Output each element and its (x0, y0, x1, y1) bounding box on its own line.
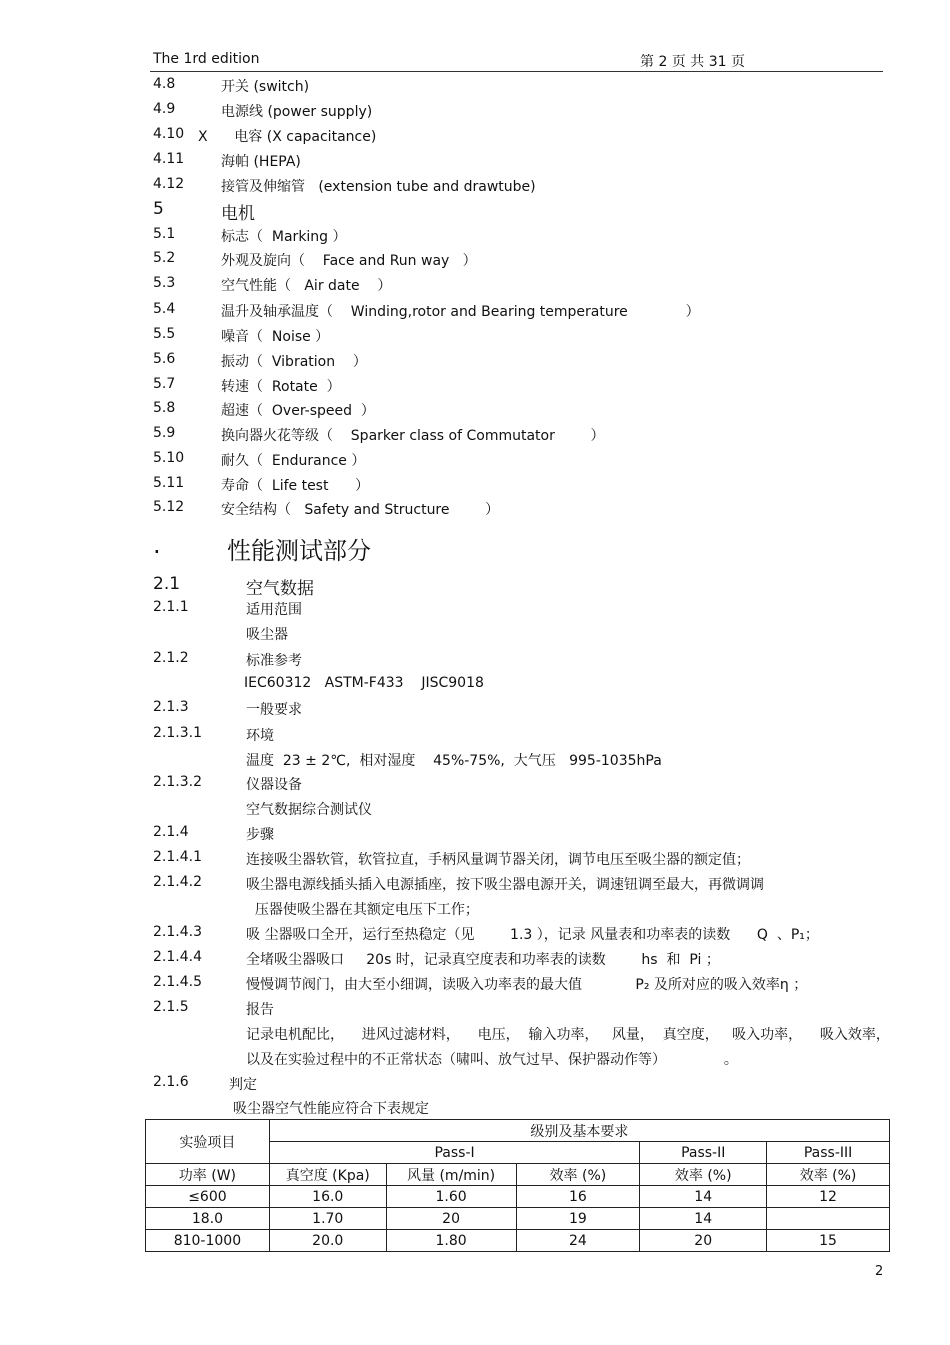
toc-text: 标志（ Marking ） (221, 229, 347, 245)
clause-text: 空气数据综合测试仪 (246, 802, 372, 818)
table-row (146, 1186, 890, 1208)
table-cell: 20 (386, 1208, 516, 1230)
toc-text: 外观及旋向（ Face and Run way ） (221, 253, 477, 269)
clause-num: 2.1.2 (153, 650, 189, 666)
table-row (146, 1230, 890, 1252)
table-cell: 1.80 (386, 1230, 516, 1252)
table-header-row (146, 1164, 890, 1186)
column-header: 功率 (W) (146, 1164, 270, 1186)
page-number: 2 (875, 1264, 884, 1279)
toc-num: 4.10 (153, 126, 185, 142)
column-header: 效率 (%) (516, 1164, 640, 1186)
toc-text: 振动（ Vibration ） (221, 354, 367, 370)
table-cell: 1.60 (386, 1186, 516, 1208)
toc-num: 5.10 (153, 450, 185, 466)
table-cell: 16.0 (269, 1186, 386, 1208)
clause-text: 以及在实验过程中的不正常状态（啸叫、放气过早、保护器动作等） 。 (246, 1052, 738, 1068)
section-number: . (153, 531, 161, 559)
column-header: 效率 (%) (767, 1164, 890, 1186)
toc-text: 接管及伸缩管 (extension tube and drawtube) (221, 179, 536, 195)
toc-text: 开关 (switch) (221, 79, 310, 95)
air-performance-table (145, 1119, 890, 1252)
clause-text: 吸尘器空气性能应符合下表规定 (233, 1101, 429, 1117)
toc-num: 5.9 (153, 425, 176, 441)
toc-num: 5.3 (153, 275, 176, 291)
toc-num: 5.6 (153, 351, 176, 367)
table-cell: 12 (767, 1186, 890, 1208)
clause-text: 吸尘器 (246, 627, 288, 643)
clause-num: 2.1.4.4 (153, 949, 202, 965)
clause-num: 2.1.5 (153, 999, 189, 1015)
toc-text: 寿命（ Life test ） (221, 478, 370, 494)
header-pass-2: Pass-II (640, 1142, 767, 1164)
header-pass-1: Pass-I (269, 1142, 639, 1164)
clause-num: 2.1 (153, 574, 181, 594)
table-cell: 20 (640, 1230, 767, 1252)
header-edition: The 1rd edition (153, 51, 260, 67)
clause-text: 全堵吸尘器吸口 20s 时，记录真空度表和功率表的读数 hs 和 Pi ； (246, 952, 720, 968)
header-test-item: 实验项目 (146, 1120, 270, 1164)
toc-num: 5.12 (153, 499, 185, 515)
table-cell (767, 1208, 890, 1230)
clause-text: 判定 (229, 1077, 257, 1093)
toc-text: 温升及轴承温度（ Winding,rotor and Bearing temperature ） (221, 304, 700, 320)
toc-text: 电机 (221, 204, 255, 224)
table-cell: 15 (767, 1230, 890, 1252)
table-cell: 14 (640, 1208, 767, 1230)
toc-num: 5.4 (153, 301, 176, 317)
clause-text: 压器使吸尘器在其额定电压下工作； (246, 902, 479, 918)
table-cell: 18.0 (146, 1208, 270, 1230)
table-cell: 20.0 (269, 1230, 386, 1252)
clause-num: 2.1.4 (153, 824, 189, 840)
toc-text: 噪音（ Noise ） (221, 329, 330, 345)
toc-num: 5.8 (153, 400, 176, 416)
toc-num: 5 (153, 199, 164, 219)
table-cell: 19 (516, 1208, 640, 1230)
toc-num: 5.11 (153, 475, 185, 491)
toc-num: 4.12 (153, 176, 185, 192)
toc-text: X 电容 (X capacitance) (198, 129, 377, 145)
clause-text: 慢慢调节阀门，由大至小细调，读吸入功率表的最大值 P₂ 及所对应的吸入效率η ； (246, 977, 808, 993)
header-page-info: 第 2 页 共 31 页 (640, 54, 745, 70)
toc-text: 空气性能（ Air date ） (221, 278, 392, 294)
toc-text: 转速（ Rotate ） (221, 379, 341, 395)
clause-text: IEC60312 ASTM-F433 JISC9018 (244, 675, 484, 691)
column-header: 真空度 (Kpa) (269, 1164, 386, 1186)
clause-num: 2.1.4.2 (153, 874, 202, 890)
clause-text: 一般要求 (246, 702, 302, 718)
table-cell: ≤600 (146, 1186, 270, 1208)
table-cell: 24 (516, 1230, 640, 1252)
toc-text: 超速（ Over-speed ） (221, 403, 375, 419)
clause-text: 吸尘器电源线插头插入电源插座，按下吸尘器电源开关，调速钮调至最大，再微调调 (246, 877, 764, 893)
clause-text: 仪器设备 (246, 777, 302, 793)
header-rule (150, 71, 883, 72)
column-header: 效率 (%) (640, 1164, 767, 1186)
clause-text: 适用范围 (246, 602, 302, 618)
toc-num: 5.7 (153, 376, 176, 392)
toc-num: 5.2 (153, 250, 176, 266)
header-pass-3: Pass-III (767, 1142, 890, 1164)
table-cell: 14 (640, 1186, 767, 1208)
clause-num: 2.1.4.1 (153, 849, 202, 865)
table-cell: 1.70 (269, 1208, 386, 1230)
toc-num: 5.1 (153, 226, 176, 242)
toc-text: 安全结构（ Safety and Structure ） (221, 502, 500, 518)
clause-text: 温度 23 ± 2℃, 相对湿度 45%-75%, 大气压 995-1035hPa (246, 753, 662, 769)
toc-text: 海帕 (HEPA) (221, 154, 301, 170)
clause-text: 环境 (246, 728, 274, 744)
clause-text: 标准参考 (246, 653, 302, 669)
section-title: 性能测试部分 (227, 537, 371, 565)
clause-text: 连接吸尘器软管，软管拉直，手柄风量调节器关闭，调节电压至吸尘器的额定值； (246, 852, 750, 868)
table-row (146, 1208, 890, 1230)
header-level: 级别及基本要求 (269, 1120, 889, 1142)
clause-text: 吸 尘器吸口全开，运行至热稳定（见 1.3 ），记录 风量表和功率表的读数 Q 、P₁； (246, 927, 819, 943)
toc-text: 换向器火花等级（ Sparker class of Commutator ） (221, 428, 605, 444)
clause-text: 报告 (246, 1002, 274, 1018)
clause-num: 2.1.6 (153, 1074, 189, 1090)
clause-num: 2.1.1 (153, 599, 189, 615)
clause-num: 2.1.3.2 (153, 774, 202, 790)
clause-num: 2.1.3 (153, 699, 189, 715)
clause-text: 空气数据 (246, 579, 314, 599)
table-cell: 16 (516, 1186, 640, 1208)
clause-num: 2.1.3.1 (153, 725, 202, 741)
toc-text: 电源线 (power supply) (221, 104, 373, 120)
toc-num: 5.5 (153, 326, 176, 342)
table-cell: 810-1000 (146, 1230, 270, 1252)
toc-num: 4.9 (153, 101, 176, 117)
clause-num: 2.1.4.5 (153, 974, 202, 990)
toc-text: 耐久（ Endurance ） (221, 453, 366, 469)
toc-num: 4.8 (153, 76, 176, 92)
column-header: 风量 (m/min) (386, 1164, 516, 1186)
clause-num: 2.1.4.3 (153, 924, 202, 940)
toc-num: 4.11 (153, 151, 185, 167)
clause-text: 记录电机配比， 进风过滤材料， 电压， 输入功率， 风量， 真空度， 吸入功率， 吸入效率， (246, 1027, 890, 1043)
clause-text: 步骤 (246, 827, 274, 843)
